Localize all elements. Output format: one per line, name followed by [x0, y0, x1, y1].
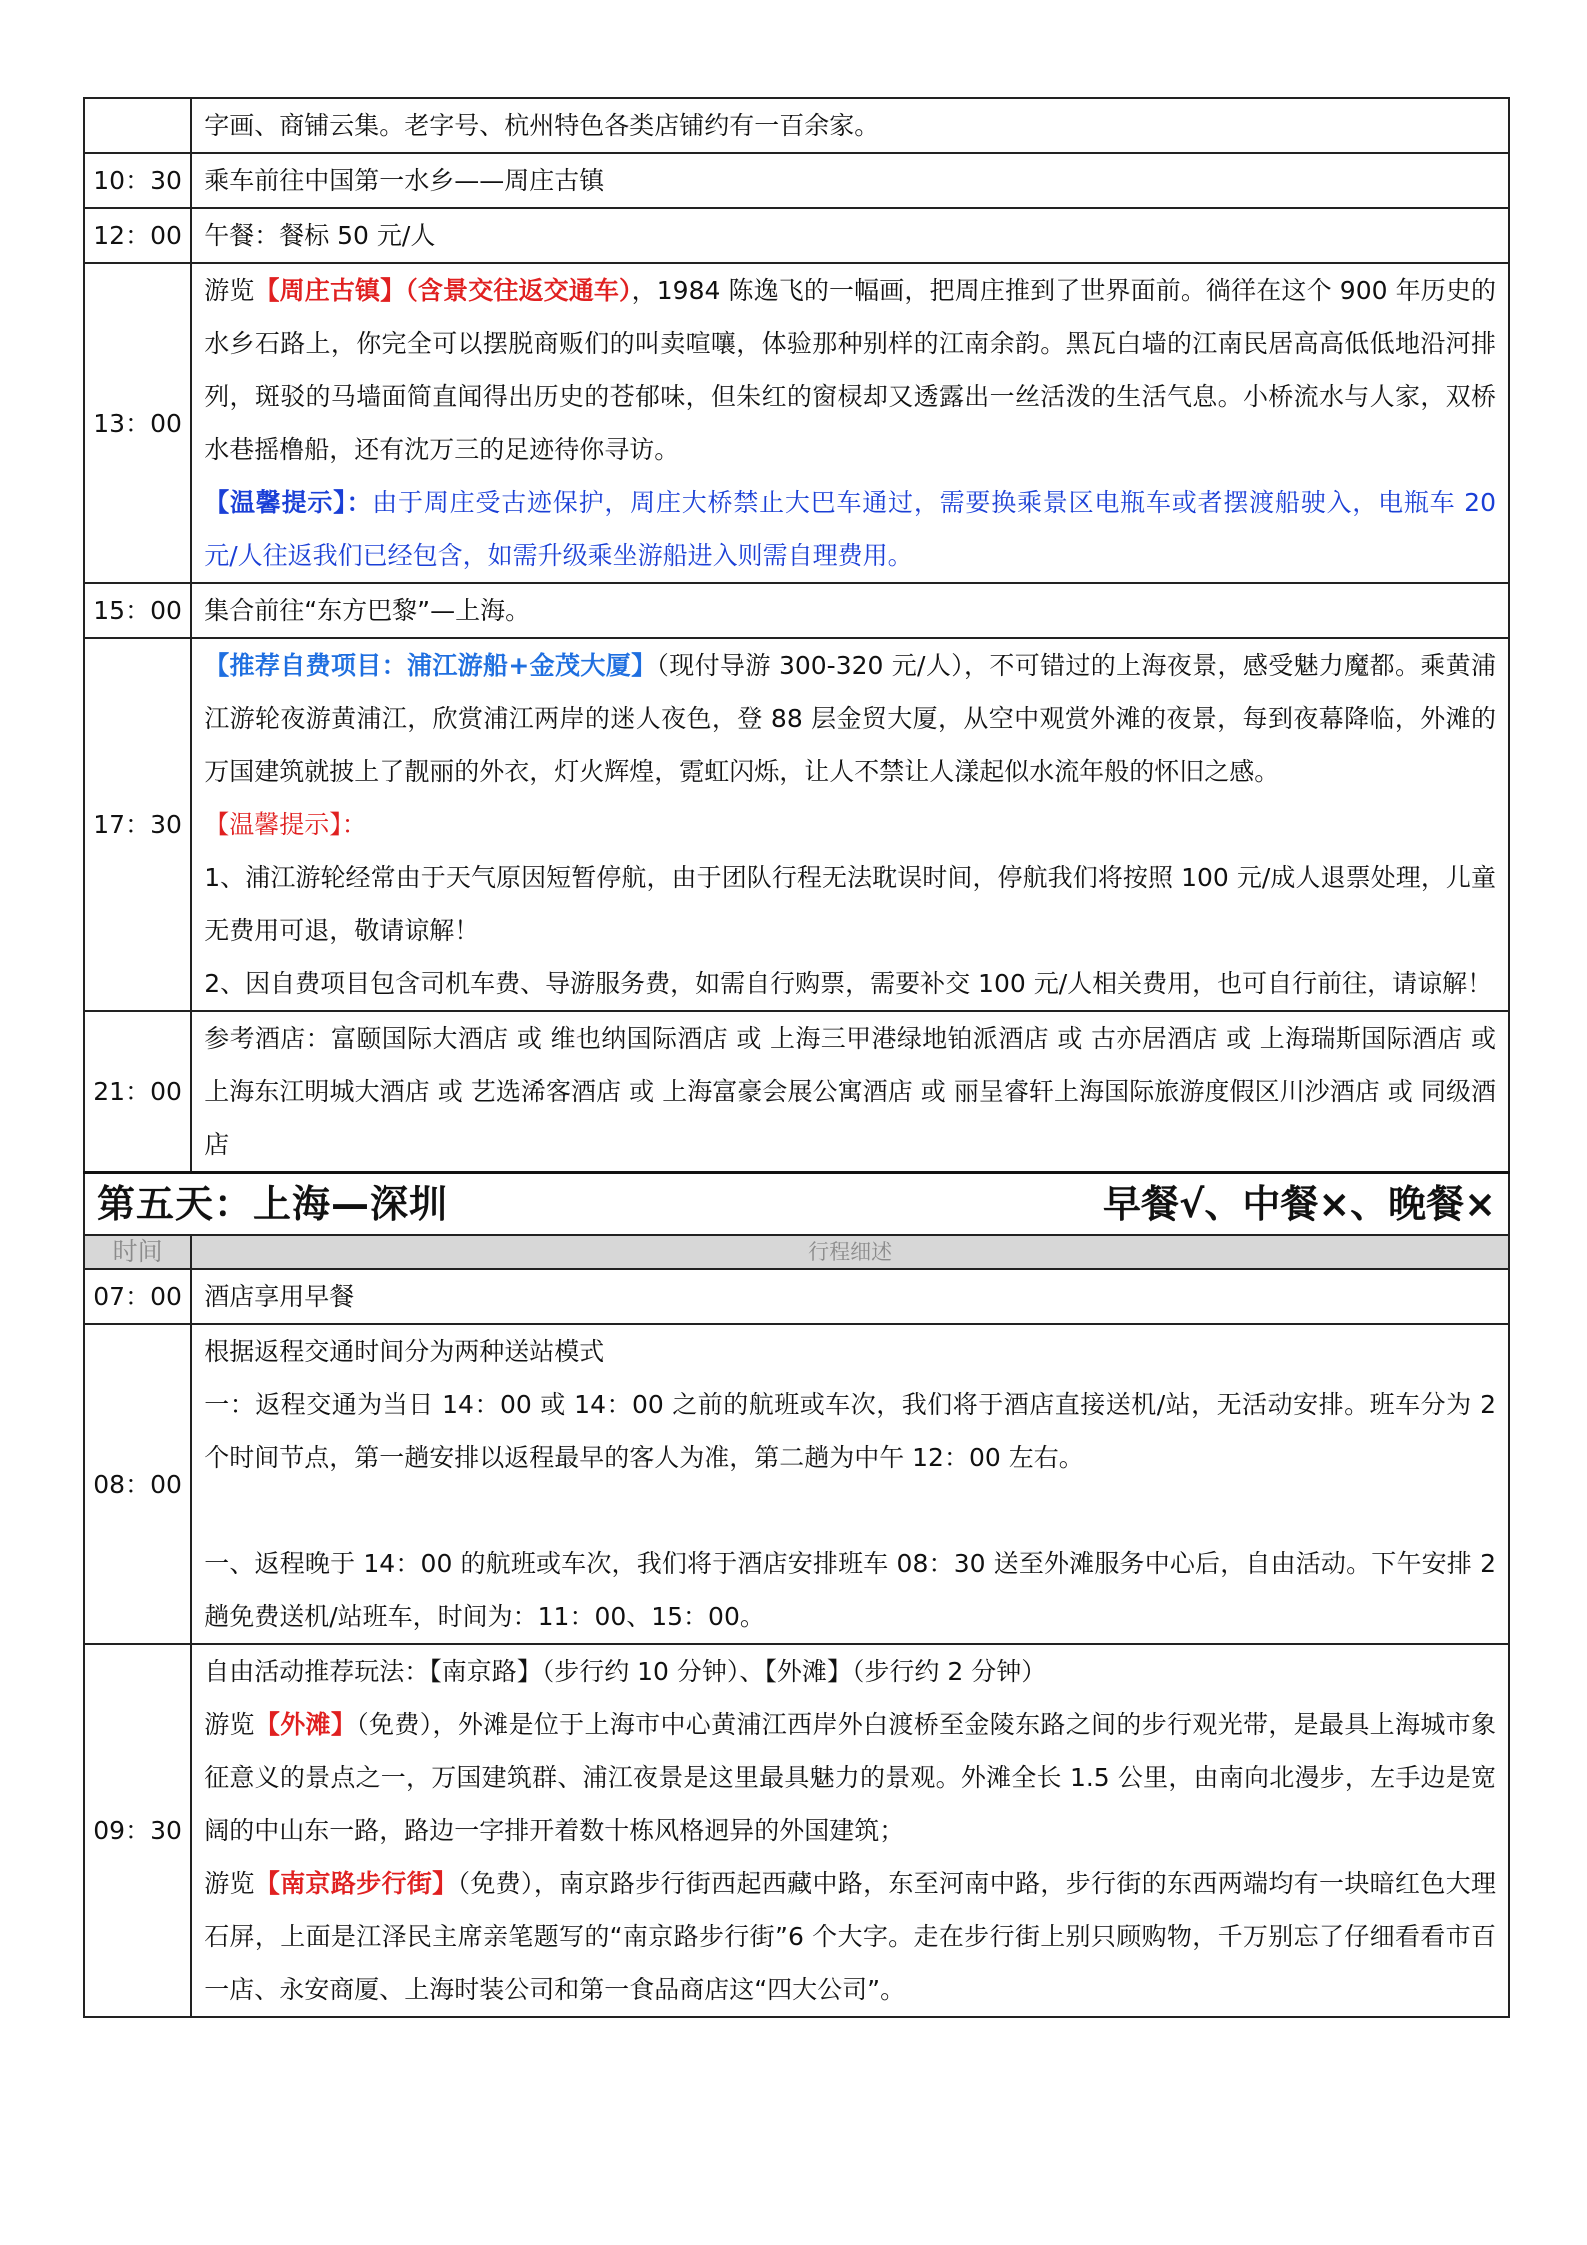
desc-cell [191, 1324, 1509, 1644]
desc-cell [191, 638, 1509, 1011]
attraction-highlight: 【南京路步行街】 [254, 1869, 458, 1898]
time-cell: 13：00 [84, 263, 191, 583]
day-title: 第五天：上海—深圳 [97, 1181, 449, 1226]
tip-item: 2、因自费项目包含司机车费、导游服务费，如需自行购票，需要补交 100 元/人相关费用，也可自行前往，请谅解！ [204, 969, 1493, 998]
nanjing-paragraph [204, 1857, 1496, 2016]
attraction-highlight: 【外滩】 [254, 1710, 357, 1739]
prefix-text: 游览 [204, 1869, 255, 1898]
itinerary-page [83, 97, 1510, 2018]
night-paragraph [204, 639, 1496, 798]
day-header-row [84, 1173, 1509, 1236]
table-row [84, 1324, 1509, 1644]
tip-label: 【温馨提示】： [204, 488, 373, 517]
transfer-line: 一、返程晚于 14：00 的航班或车次，我们将于酒店安排班车 08：30 送至外滩服务中心后，自由活动。下午安排 2 趟免费送机/站班车，时间为：11：00、15：00。 [204, 1549, 1496, 1631]
desc-cell [191, 263, 1509, 583]
desc-cell: 字画、商铺云集。老字号、杭州特色各类店铺约有一百余家。 [191, 98, 1509, 153]
tip-label: 【温馨提示】： [204, 810, 367, 839]
optional-body: （现付导游 300-320 元/人），不可错过的上海夜景，感受魅力魔都。乘黄浦江游轮夜游黄浦江，欣赏浦江两岸的迷人夜色，登 88 层金贸大厦，从空中观赏外滩的夜景，每到夜幕降临，外滩的万国建筑就披上了靓丽的外衣，灯火辉煌，霓虹闪烁，让人不禁让人漾起似水流年般的怀旧之感。 [204, 651, 1496, 786]
blank-line [204, 1484, 1496, 1537]
bund-paragraph [204, 1698, 1496, 1857]
transfer-line: 一：返程交通为当日 14：00 或 14：00 之前的航班或车次，我们将于酒店直接送机/站，无活动安排。班车分为 2 个时间节点，第一趟安排以返程最早的客人为准，第二趟为中午 12：00 左右。 [204, 1390, 1497, 1472]
attraction-highlight: 【周庄古镇】（含景交往返交通车） [254, 276, 632, 305]
column-header-time: 时间 [84, 1235, 191, 1269]
time-cell: 17：30 [84, 638, 191, 1011]
attraction-body: （免费），外滩是位于上海市中心黄浦江西岸外白渡桥至金陵东路之间的步行观光带，是最具上海城市象征意义的景点之一，万国建筑群、浦江夜景是这里最具魅力的景观。外滩全长 1.5 公里，由南向北漫步，左手边是宽阔的中山东一路，路边一字排开着数十栋风格迥异的外国建筑； [204, 1710, 1496, 1845]
free-line: 自由活动推荐玩法：【南京路】（步行约 10 分钟）、【外滩】（步行约 2 分钟） [204, 1657, 1047, 1686]
tip-paragraph [204, 476, 1496, 582]
table-row [84, 263, 1509, 583]
desc-cell: 参考酒店：富颐国际大酒店 或 维也纳国际酒店 或 上海三甲港绿地铂派酒店 或 古亦居酒店 或 上海瑞斯国际酒店 或 上海东江明城大酒店 或 艺选浠客酒店 或 上海富豪会展公寓酒店 或 丽呈睿轩上海国际旅游度假区川沙酒店 或 同级酒店 [191, 1011, 1509, 1173]
table-row [84, 208, 1509, 263]
time-cell: 10：30 [84, 153, 191, 208]
optional-highlight: 【推荐自费项目：浦江游船+金茂大厦】 [204, 651, 657, 680]
transfer-line: 根据返程交通时间分为两种送站模式 [204, 1337, 605, 1366]
prefix-text: 游览 [204, 1710, 255, 1739]
attraction-body: ，1984 陈逸飞的一幅画，把周庄推到了世界面前。徜徉在这个 900 年历史的水乡石路上，你完全可以摆脱商贩们的叫卖喧嚷，体验那种别样的江南余韵。黑瓦白墙的江南民居高高低低地沿河排列，斑驳的马墙面简直闻得出历史的苍郁味，但朱红的窗棂却又透露出一丝活泼的生活气息。小桥流水与人家，双桥水巷摇橹船，还有沈万三的足迹待你寻访。 [204, 276, 1496, 464]
desc-cell: 午餐：餐标 50 元/人 [191, 208, 1509, 263]
table-row [84, 1011, 1509, 1173]
table-row [84, 1269, 1509, 1324]
column-header-desc: 行程细述 [191, 1235, 1509, 1269]
table-row [84, 1644, 1509, 2017]
time-cell: 07：00 [84, 1269, 191, 1324]
day-header-cell [84, 1173, 1509, 1236]
itinerary-table [83, 97, 1510, 2018]
table-row [84, 98, 1509, 153]
attraction-body: （免费），南京路步行街西起西藏中路，东至河南中路，步行街的东西两端均有一块暗红色大理石屏，上面是江泽民主席亲笔题写的“南京路步行街”6 个大字。走在步行街上别只顾购物，千万别忘了仔细看看市百一店、永安商厦、上海时装公司和第一食品商店这“四大公司”。 [204, 1869, 1496, 2004]
time-cell: 09：30 [84, 1644, 191, 2017]
time-cell [84, 98, 191, 153]
zhouzhuang-paragraph [204, 264, 1496, 476]
table-row [84, 153, 1509, 208]
tip-item: 1、浦江游轮经常由于天气原因短暂停航，由于团队行程无法耽误时间，停航我们将按照 100 元/成人退票处理，儿童无费用可退，敬请谅解！ [204, 863, 1496, 945]
table-row [84, 638, 1509, 1011]
column-header-row [84, 1235, 1509, 1269]
time-cell: 12：00 [84, 208, 191, 263]
desc-cell [191, 1644, 1509, 2017]
time-cell: 08：00 [84, 1324, 191, 1644]
desc-cell: 乘车前往中国第一水乡——周庄古镇 [191, 153, 1509, 208]
desc-cell: 酒店享用早餐 [191, 1269, 1509, 1324]
time-cell: 21：00 [84, 1011, 191, 1173]
table-row [84, 583, 1509, 638]
desc-cell: 集合前往“东方巴黎”—上海。 [191, 583, 1509, 638]
day-meals: 早餐√、中餐×、晚餐× [1102, 1181, 1496, 1226]
prefix-text: 游览 [204, 276, 255, 305]
tip-text: 由于周庄受古迹保护，周庄大桥禁止大巴车通过，需要换乘景区电瓶车或者摆渡船驶入，电瓶车 20 元/人往返我们已经包含，如需升级乘坐游船进入则需自理费用。 [204, 488, 1496, 570]
time-cell: 15：00 [84, 583, 191, 638]
